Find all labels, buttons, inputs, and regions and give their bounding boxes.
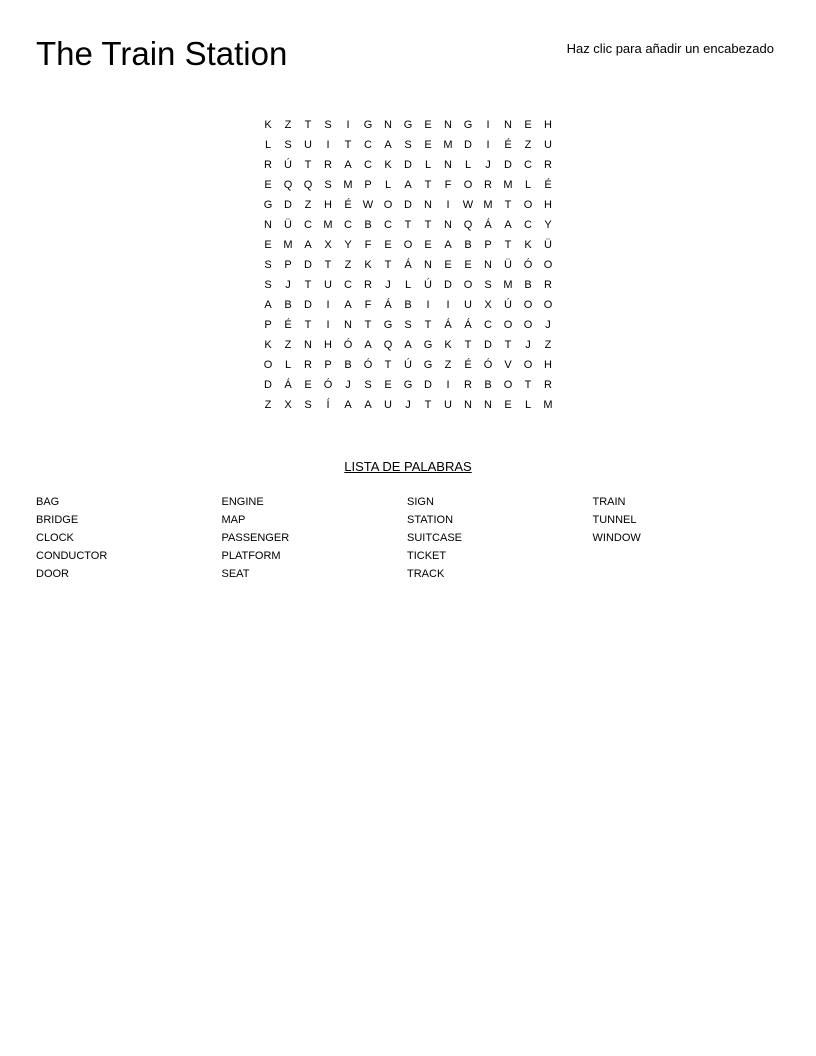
grid-cell: M: [443, 139, 453, 151]
grid-cell: I: [426, 299, 430, 311]
word-list-item: TUNNEL: [592, 514, 637, 526]
grid-cell: J: [385, 279, 391, 291]
grid-cell: A: [444, 239, 452, 251]
grid-cell: I: [326, 299, 330, 311]
add-header-placeholder[interactable]: Haz clic para añadir un encabezado: [566, 41, 774, 56]
grid-cell: C: [524, 219, 532, 231]
grid-cell: T: [424, 179, 432, 191]
grid-cell: O: [463, 179, 473, 191]
grid-cell: Z: [524, 139, 532, 151]
grid-cell: O: [523, 199, 533, 211]
grid-cell: É: [344, 199, 352, 211]
grid-cell: O: [463, 279, 473, 291]
grid-cell: T: [344, 139, 352, 151]
grid-cell: A: [364, 399, 372, 411]
grid-cell: E: [464, 259, 472, 271]
grid-cell: N: [424, 199, 432, 211]
grid-cell: Ó: [343, 339, 353, 351]
word-list-item: WINDOW: [592, 532, 641, 544]
grid-cell: U: [444, 399, 452, 411]
grid-cell: Á: [284, 379, 292, 391]
grid-cell: L: [464, 159, 472, 171]
grid-cell: T: [424, 399, 432, 411]
grid-cell: E: [384, 239, 392, 251]
grid-cell: Z: [444, 359, 452, 371]
grid-cell: K: [384, 159, 392, 171]
grid-cell: X: [484, 299, 492, 311]
grid-cell: N: [444, 219, 452, 231]
grid-cell: E: [424, 239, 432, 251]
grid-cell: E: [424, 139, 432, 151]
word-list-item: SEAT: [221, 568, 250, 580]
grid-cell: Á: [404, 259, 412, 271]
grid-cell: R: [324, 159, 332, 171]
grid-cell: P: [324, 359, 332, 371]
grid-cell: D: [304, 259, 312, 271]
word-list-item: TRACK: [407, 568, 445, 580]
grid-cell: N: [444, 119, 452, 131]
grid-cell: H: [544, 119, 552, 131]
grid-cell: Á: [444, 319, 452, 331]
grid-cell: I: [486, 139, 490, 151]
grid-cell: K: [444, 339, 452, 351]
grid-cell: D: [284, 199, 292, 211]
grid-cell: X: [324, 239, 332, 251]
grid-cell: R: [264, 159, 272, 171]
grid-cell: Ó: [483, 359, 493, 371]
grid-cell: D: [404, 199, 412, 211]
word-list-heading: [0, 459, 816, 475]
grid-cell: S: [404, 139, 412, 151]
grid-cell: U: [384, 399, 392, 411]
grid-cell: O: [503, 319, 513, 331]
grid-cell: I: [326, 319, 330, 331]
grid-cell: D: [404, 159, 412, 171]
grid-cell: O: [523, 359, 533, 371]
grid-cell: K: [364, 259, 372, 271]
grid-cell: B: [284, 299, 292, 311]
grid-cell: Z: [284, 119, 292, 131]
grid-cell: T: [324, 259, 332, 271]
grid-cell: T: [404, 219, 412, 231]
page-title: The Train Station: [36, 35, 288, 72]
word-list-item: TICKET: [407, 550, 447, 562]
grid-cell: A: [364, 339, 372, 351]
grid-cell: A: [344, 299, 352, 311]
grid-cell: N: [484, 399, 492, 411]
grid-cell: D: [264, 379, 272, 391]
word-list-item: SUITCASE: [407, 532, 463, 544]
grid-cell: I: [446, 299, 450, 311]
grid-cell: E: [264, 179, 272, 191]
grid-cell: M: [543, 399, 553, 411]
grid-cell: R: [484, 179, 492, 191]
grid-cell: F: [364, 299, 372, 311]
grid-cell: G: [403, 119, 413, 131]
grid-cell: T: [504, 199, 512, 211]
grid-cell: F: [444, 179, 452, 191]
grid-cell: L: [524, 399, 532, 411]
grid-cell: W: [362, 199, 374, 211]
grid-cell: E: [504, 399, 512, 411]
grid-cell: A: [384, 139, 392, 151]
grid-cell: T: [464, 339, 472, 351]
grid-cell: Ó: [323, 379, 333, 391]
grid-cell: A: [344, 399, 352, 411]
grid-cell: A: [344, 159, 352, 171]
word-list: [36, 494, 780, 584]
grid-cell: Z: [544, 339, 552, 351]
grid-cell: P: [284, 259, 292, 271]
grid-cell: J: [345, 379, 351, 391]
grid-cell: S: [324, 179, 332, 191]
grid-cell: V: [504, 359, 512, 371]
grid-cell: G: [403, 379, 413, 391]
grid-cell: I: [446, 199, 450, 211]
word-list-item: CLOCK: [36, 532, 74, 544]
grid-cell: Z: [284, 339, 292, 351]
grid-cell: L: [424, 159, 432, 171]
grid-cell: N: [484, 259, 492, 271]
grid-cell: Q: [283, 179, 293, 191]
grid-cell: U: [464, 299, 472, 311]
grid-cell: J: [485, 159, 491, 171]
grid-cell: Ó: [523, 259, 533, 271]
grid-cell: X: [284, 399, 292, 411]
word-list-item: BAG: [36, 496, 60, 508]
grid-cell: C: [344, 219, 352, 231]
grid-cell: R: [544, 279, 552, 291]
word-list-item: DOOR: [36, 568, 69, 580]
word-list-item: TRAIN: [592, 496, 626, 508]
grid-cell: J: [405, 399, 411, 411]
grid-cell: S: [284, 139, 292, 151]
grid-cell: Ü: [504, 259, 512, 271]
grid-cell: Q: [463, 219, 473, 231]
grid-cell: Q: [383, 339, 393, 351]
grid-cell: R: [364, 279, 372, 291]
grid-cell: A: [404, 339, 412, 351]
grid-cell: Á: [384, 299, 392, 311]
grid-cell: Z: [264, 399, 272, 411]
grid-cell: J: [525, 339, 531, 351]
grid-cell: R: [304, 359, 312, 371]
grid-cell: A: [404, 179, 412, 191]
word-list-title: LISTA DE PALABRAS: [344, 459, 472, 474]
grid-cell: Ü: [284, 219, 292, 231]
grid-cell: O: [503, 379, 513, 391]
grid-cell: N: [264, 219, 272, 231]
grid-cell: M: [323, 219, 333, 231]
grid-cell: O: [383, 199, 393, 211]
grid-cell: B: [464, 239, 472, 251]
grid-cell: T: [304, 119, 312, 131]
grid-cell: D: [304, 299, 312, 311]
grid-cell: P: [364, 179, 372, 191]
grid-cell: E: [304, 379, 312, 391]
grid-cell: D: [464, 139, 472, 151]
grid-cell: Ú: [424, 279, 432, 291]
grid-cell: E: [264, 239, 272, 251]
grid-cell: O: [263, 359, 273, 371]
grid-cell: R: [544, 379, 552, 391]
grid-cell: T: [304, 159, 312, 171]
grid-cell: N: [384, 119, 392, 131]
word-list-item: SIGN: [407, 496, 434, 508]
grid-cell: T: [524, 379, 532, 391]
grid-cell: I: [486, 119, 490, 131]
grid-cell: U: [324, 279, 332, 291]
grid-cell: G: [423, 359, 433, 371]
word-list-item: PASSENGER: [221, 532, 290, 544]
grid-cell: T: [424, 319, 432, 331]
grid-cell: R: [464, 379, 472, 391]
grid-cell: Ü: [544, 239, 552, 251]
grid-cell: J: [285, 279, 291, 291]
grid-cell: S: [264, 279, 272, 291]
grid-cell: O: [403, 239, 413, 251]
grid-cell: L: [404, 279, 412, 291]
word-search-grid: [258, 115, 558, 415]
grid-cell: É: [544, 179, 552, 191]
grid-cell: J: [545, 319, 551, 331]
grid-cell: U: [304, 139, 312, 151]
grid-cell: L: [384, 179, 392, 191]
grid-cell: B: [344, 359, 352, 371]
grid-cell: I: [326, 139, 330, 151]
grid-cell: H: [544, 359, 552, 371]
grid-cell: B: [364, 219, 372, 231]
word-list-item: MAP: [221, 514, 246, 526]
grid-cell: T: [384, 259, 392, 271]
grid-cell: T: [384, 359, 392, 371]
grid-cell: Ó: [363, 359, 373, 371]
grid-cell: O: [523, 299, 533, 311]
grid-cell: E: [384, 379, 392, 391]
grid-cell: Ú: [404, 359, 412, 371]
grid-cell: M: [343, 179, 353, 191]
grid-cell: C: [364, 159, 372, 171]
grid-cell: H: [544, 199, 552, 211]
grid-cell: C: [304, 219, 312, 231]
grid-cell: U: [544, 139, 552, 151]
grid-cell: Á: [484, 219, 492, 231]
grid-cell: M: [503, 179, 513, 191]
grid-cell: I: [446, 379, 450, 391]
grid-cell: O: [543, 259, 553, 271]
grid-cell: D: [424, 379, 432, 391]
grid-cell: E: [444, 259, 452, 271]
grid-cell: E: [424, 119, 432, 131]
grid-cell: Q: [303, 179, 313, 191]
grid-cell: C: [344, 279, 352, 291]
grid-cell: Ú: [284, 159, 292, 171]
grid-cell: S: [404, 319, 412, 331]
grid-cell: T: [504, 339, 512, 351]
grid-cell: L: [264, 139, 272, 151]
grid-cell: S: [304, 399, 312, 411]
grid-cell: N: [304, 339, 312, 351]
grid-cell: C: [524, 159, 532, 171]
grid-cell: K: [524, 239, 532, 251]
grid-cell: O: [543, 299, 553, 311]
grid-cell: K: [264, 119, 272, 131]
grid-cell: É: [464, 359, 472, 371]
grid-cell: K: [264, 339, 272, 351]
grid-cell: E: [524, 119, 532, 131]
grid-cell: I: [346, 119, 350, 131]
grid-cell: A: [504, 219, 512, 231]
grid-cell: Z: [304, 199, 312, 211]
grid-cell: W: [462, 199, 474, 211]
grid-cell: R: [544, 159, 552, 171]
word-list-item: PLATFORM: [221, 550, 281, 562]
grid-cell: C: [384, 219, 392, 231]
grid-cell: É: [504, 139, 512, 151]
grid-cell: Á: [464, 319, 472, 331]
grid-cell: T: [304, 319, 312, 331]
grid-cell: D: [444, 279, 452, 291]
grid-cell: Y: [344, 239, 352, 251]
grid-cell: O: [523, 319, 533, 331]
grid-cell: H: [324, 339, 332, 351]
grid-cell: C: [484, 319, 492, 331]
grid-cell: B: [524, 279, 532, 291]
grid-cell: N: [464, 399, 472, 411]
word-list-item: ENGINE: [221, 496, 264, 508]
grid-cell: S: [264, 259, 272, 271]
grid-cell: L: [284, 359, 292, 371]
grid-cell: F: [364, 239, 372, 251]
grid-cell: Z: [344, 259, 352, 271]
grid-cell: T: [364, 319, 372, 331]
word-list-item: STATION: [407, 514, 454, 526]
grid-cell: N: [504, 119, 512, 131]
grid-cell: Y: [544, 219, 552, 231]
word-list-item: BRIDGE: [36, 514, 79, 526]
grid-cell: M: [483, 199, 493, 211]
grid-cell: G: [363, 119, 373, 131]
grid-cell: H: [324, 199, 332, 211]
grid-cell: T: [504, 239, 512, 251]
grid-cell: A: [264, 299, 272, 311]
grid-cell: D: [504, 159, 512, 171]
grid-cell: N: [424, 259, 432, 271]
grid-cell: B: [404, 299, 412, 311]
grid-cell: P: [484, 239, 492, 251]
grid-cell: N: [444, 159, 452, 171]
grid-cell: Ú: [504, 299, 512, 311]
grid-cell: É: [284, 319, 292, 331]
grid-cell: T: [304, 279, 312, 291]
grid-cell: C: [364, 139, 372, 151]
grid-cell: A: [304, 239, 312, 251]
grid-cell: B: [484, 379, 492, 391]
grid-cell: M: [283, 239, 293, 251]
grid-cell: S: [484, 279, 492, 291]
grid-cell: P: [264, 319, 272, 331]
grid-cell: S: [364, 379, 372, 391]
grid-cell: G: [383, 319, 393, 331]
grid-cell: T: [424, 219, 432, 231]
grid-cell: M: [503, 279, 513, 291]
word-list-item: CONDUCTOR: [36, 550, 108, 562]
grid-cell: G: [263, 199, 273, 211]
grid-cell: D: [484, 339, 492, 351]
grid-cell: G: [463, 119, 473, 131]
grid-cell: S: [324, 119, 332, 131]
grid-cell: N: [344, 319, 352, 331]
grid-cell: G: [423, 339, 433, 351]
grid-cell: Í: [326, 399, 330, 411]
grid-cell: L: [524, 179, 532, 191]
